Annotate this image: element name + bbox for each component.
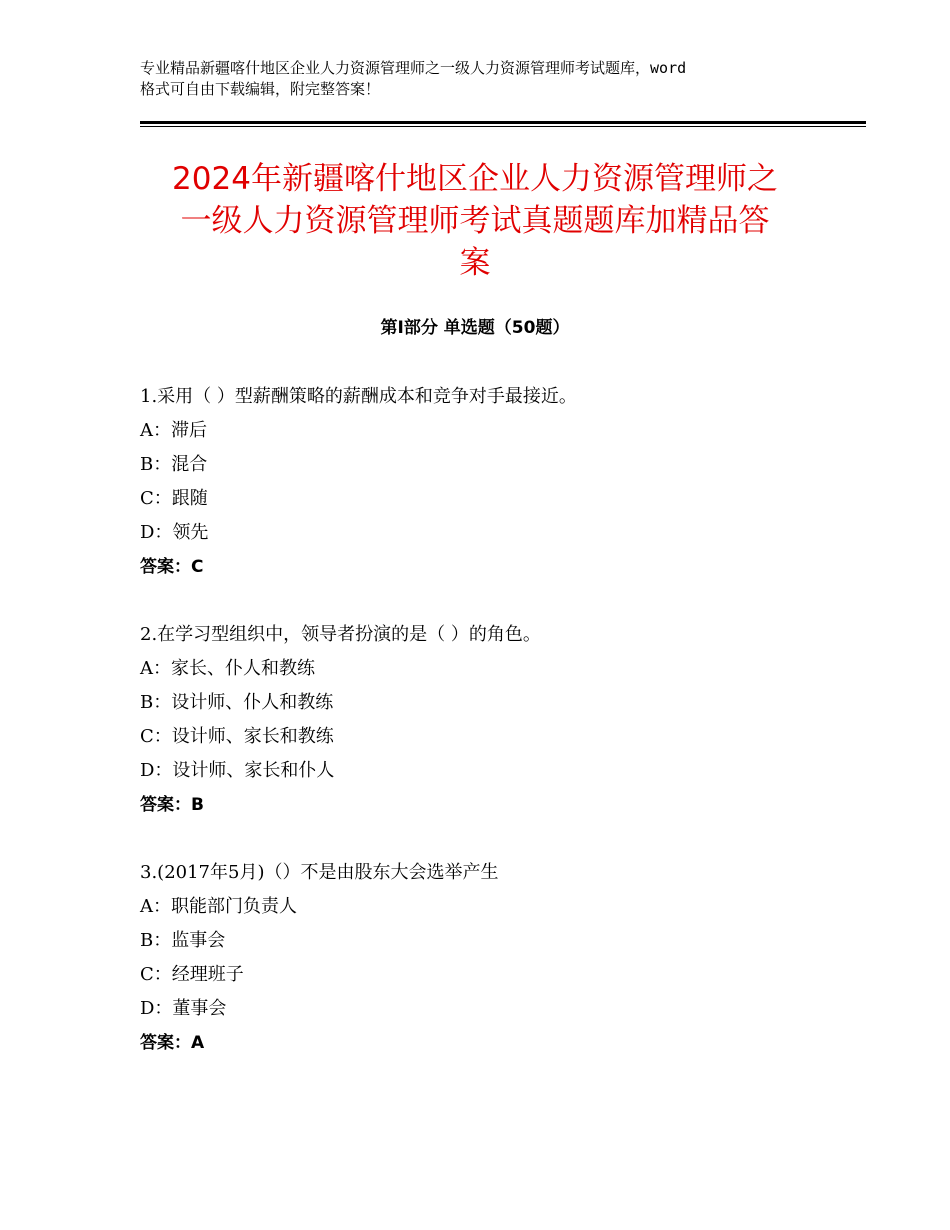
option-c: C：设计师、家长和教练 xyxy=(140,726,334,747)
option-b: B：混合 xyxy=(140,454,208,475)
answer-line: 答案：A xyxy=(140,1033,205,1053)
question-stem: 1.采用（ ）型薪酬策略的薪酬成本和竞争对手最接近。 xyxy=(140,386,577,407)
question-3 xyxy=(140,856,860,1060)
answer-line: 答案：C xyxy=(140,557,204,577)
option-a: A：职能部门负责人 xyxy=(140,896,297,917)
question-stem: 2.在学习型组织中，领导者扮演的是（ ）的角色。 xyxy=(140,624,541,645)
question-2 xyxy=(140,618,860,822)
header-note-line-1: 专业精品新疆喀什地区企业人力资源管理师之一级人力资源管理师考试题库，word xyxy=(140,59,687,77)
header-note-line-2: 格式可自由下载编辑，附完整答案！ xyxy=(140,80,381,98)
header-divider-thick xyxy=(140,121,866,124)
answer-line: 答案：B xyxy=(140,795,204,815)
header-divider-thin xyxy=(140,126,866,127)
section-title: 第Ⅰ部分 单选题（50题） xyxy=(380,318,570,338)
header-note xyxy=(140,58,840,100)
option-c: C：经理班子 xyxy=(140,964,244,985)
document-title-line-2: 一级人力资源管理师考试真题题库加精品答 xyxy=(180,203,770,239)
option-d: D：领先 xyxy=(140,522,209,543)
question-list xyxy=(140,380,860,1094)
question-1 xyxy=(140,380,860,584)
document-title xyxy=(130,158,820,284)
option-d: D：设计师、家长和仆人 xyxy=(140,760,335,781)
document-title-line-3: 案 xyxy=(459,245,491,281)
option-b: B：监事会 xyxy=(140,930,226,951)
option-c: C：跟随 xyxy=(140,488,208,509)
option-a: A：家长、仆人和教练 xyxy=(140,658,315,679)
question-stem: 3.(2017年5月)（）不是由股东大会选举产生 xyxy=(140,862,499,883)
document-title-line-1: 2024年新疆喀什地区企业人力资源管理师之 xyxy=(172,161,778,197)
option-a: A：滞后 xyxy=(140,420,207,441)
option-b: B：设计师、仆人和教练 xyxy=(140,692,334,713)
option-d: D：董事会 xyxy=(140,998,227,1019)
